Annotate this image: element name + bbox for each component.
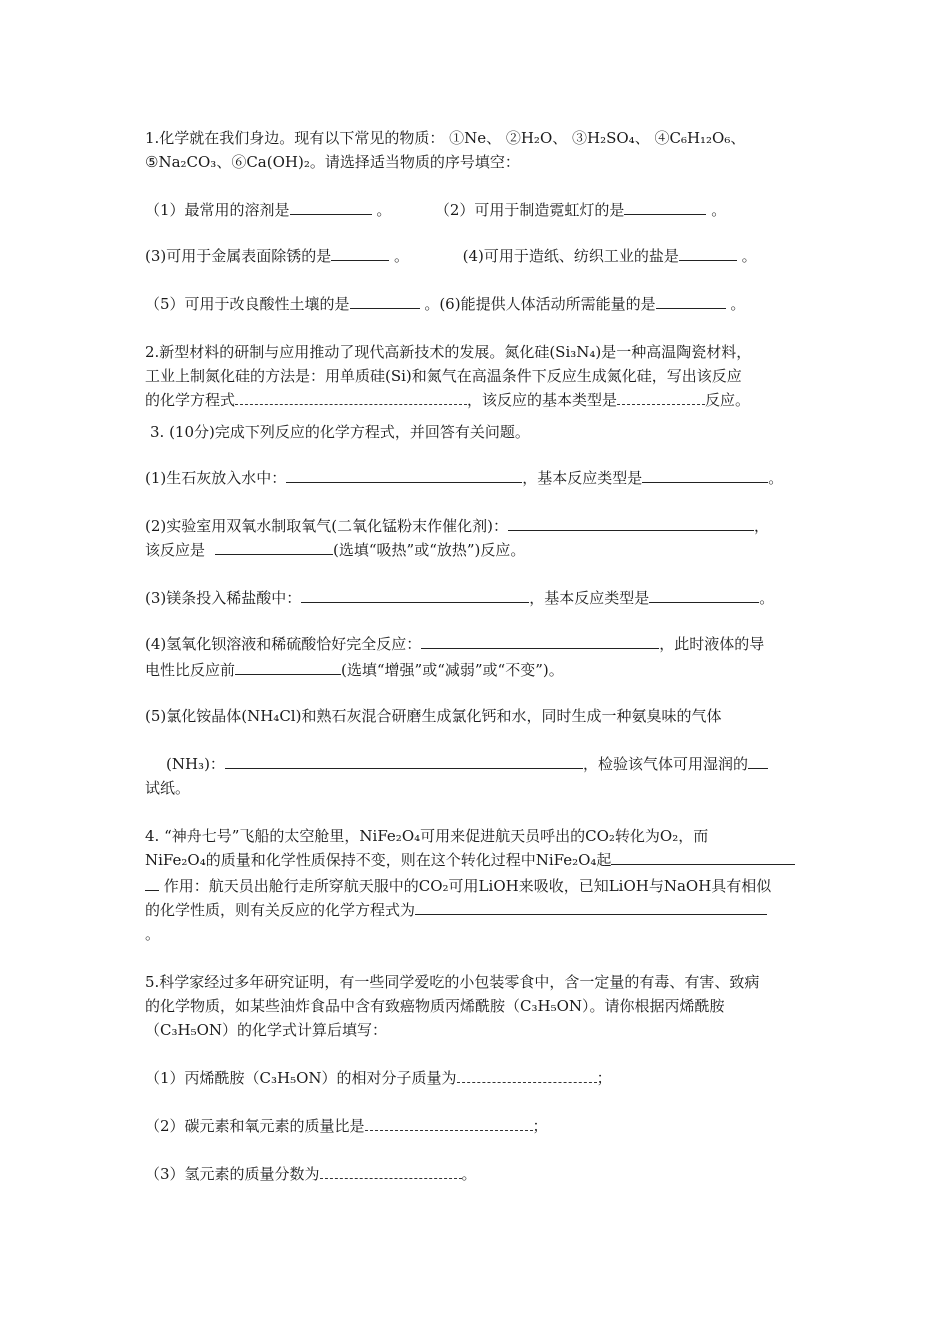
- answer-blank[interactable]: [748, 754, 768, 769]
- q2-line-1: [145, 342, 751, 362]
- punct: ；: [532, 1117, 548, 1135]
- answer-blank[interactable]: [331, 246, 389, 261]
- q1-sub-2-label: （2）可用于制造霓虹灯的是: [434, 201, 625, 219]
- q3-text: (选填“吸热”或“放热”)反应。: [333, 541, 526, 559]
- q5-sub-1: [145, 1068, 612, 1088]
- q1-sub-3-label: (3)可用于金属表面除锈的是: [145, 247, 332, 265]
- q2-text: 工业上制氮化硅的方法是：用单质硅(Si)和氮气在高温条件下反应生成氮化硅，写出该反应: [145, 367, 742, 385]
- q3-part-2-line-2: [145, 540, 525, 560]
- q3-title: [150, 422, 530, 442]
- punct: 。: [706, 201, 727, 219]
- q5-sub-2: [145, 1116, 548, 1136]
- q3-text: (4)氢氧化钡溶液和稀硫酸恰好完全反应：: [145, 635, 422, 653]
- punct: 。: [461, 1165, 477, 1183]
- q1-row-1: [145, 200, 726, 220]
- answer-blank[interactable]: [350, 294, 420, 309]
- q2-text: 的化学方程式: [145, 391, 236, 409]
- q3-text: (选填“增强”或“减弱”或“不变”)。: [341, 661, 564, 679]
- q1-line-2: [145, 152, 520, 172]
- q2-text: ，该反应的基本类型是: [467, 391, 618, 409]
- answer-blank[interactable]: [649, 588, 759, 603]
- q4-line-5: [145, 924, 160, 944]
- punct: 。: [419, 295, 440, 313]
- q3-text: ，基本反应类型是: [529, 589, 650, 607]
- q3-text: ，此时液体的导: [659, 635, 765, 653]
- q4-line-3: [145, 876, 771, 896]
- answer-blank[interactable]: [235, 390, 467, 405]
- q3-part-4-line-2: [145, 660, 564, 680]
- answer-blank[interactable]: [301, 588, 529, 603]
- q5-text: （2）碳元素和氧元素的质量比是: [145, 1117, 365, 1135]
- q4-line-4: [145, 900, 767, 920]
- punct: 。: [145, 925, 161, 943]
- q1-sub-4-label: (4)可用于造纸、纺织工业的盐是: [462, 247, 679, 265]
- answer-blank[interactable]: [679, 246, 737, 261]
- q3-part-4-line-1: [145, 634, 764, 654]
- q1-row-2: [145, 246, 757, 266]
- punct: ；: [596, 1069, 612, 1087]
- q5-line-3: [145, 1020, 387, 1040]
- q3-part-1: [145, 468, 783, 488]
- answer-blank[interactable]: [145, 876, 159, 891]
- q4-text: 4. “神舟七号”飞船的太空舱里，NiFe₂O₄可用来促进航天员呼出的CO₂转化为O₂，而: [145, 827, 709, 845]
- answer-blank[interactable]: [457, 1068, 597, 1083]
- q5-line-2: [145, 996, 725, 1016]
- answer-blank[interactable]: [365, 1116, 533, 1131]
- answer-blank[interactable]: [415, 900, 767, 915]
- q3-part-5-line-2: [166, 754, 768, 774]
- q1-text: 1.化学就在我们身边。现有以下常见的物质： ①Ne、 ②H₂O、 ③H₂SO₄、 ④C₆H₁₂O₆、: [145, 129, 746, 147]
- punct: 。: [736, 247, 757, 265]
- q3-text: (3)镁条投入稀盐酸中：: [145, 589, 302, 607]
- punct: 。: [725, 295, 746, 313]
- q2-line-2: [145, 366, 742, 386]
- answer-blank[interactable]: [421, 634, 659, 649]
- answer-blank[interactable]: [320, 1164, 462, 1179]
- q1-text: ⑤Na₂CO₃、⑥Ca(OH)₂。请选择适当物质的序号填空：: [145, 153, 520, 171]
- answer-blank[interactable]: [286, 468, 522, 483]
- answer-blank[interactable]: [656, 294, 726, 309]
- q1-row-3: [145, 294, 745, 314]
- q3-text: 电性比反应前: [145, 661, 236, 679]
- q2-line-3: [145, 390, 750, 410]
- answer-blank[interactable]: [508, 516, 754, 531]
- q5-text: （3）氢元素的质量分数为: [145, 1165, 320, 1183]
- q5-text: 5.科学家经过多年研究证明，有一些同学爱吃的小包装零食中，含一定量的有毒、有害、致病: [145, 973, 760, 991]
- q2-text: 反应。: [705, 391, 751, 409]
- q3-title-text: 3. (10分)完成下列反应的化学方程式，并回答有关问题。: [150, 423, 530, 441]
- punct: 。: [389, 247, 410, 265]
- q5-text: （C₃H₅ON）的化学式计算后填写：: [145, 1021, 388, 1039]
- answer-blank[interactable]: [611, 850, 795, 865]
- q3-text: (5)氯化铵晶体(NH₄Cl)和熟石灰混合研磨生成氯化钙和水，同时生成一种氨臭味的气体: [145, 707, 722, 725]
- q3-text: ，基本反应类型是: [522, 469, 643, 487]
- q5-line-1: [145, 972, 759, 992]
- answer-blank[interactable]: [617, 390, 705, 405]
- punct: 。: [371, 201, 392, 219]
- q3-text: (2)实验室用双氧水制取氧气(二氧化锰粉末作催化剂)：: [145, 517, 508, 535]
- answer-blank[interactable]: [235, 660, 341, 675]
- q5-sub-3: [145, 1164, 477, 1184]
- q3-text: 该反应是: [145, 541, 206, 559]
- answer-blank[interactable]: [215, 540, 333, 555]
- q3-text: 试纸。: [145, 779, 191, 797]
- q3-part-5-line-1: [145, 706, 721, 726]
- answer-blank[interactable]: [624, 200, 706, 215]
- q3-part-3: [145, 588, 774, 608]
- q1-sub-6-label: (6)能提供人体活动所需能量的是: [439, 295, 656, 313]
- q3-part-5-line-3: [145, 778, 190, 798]
- answer-blank[interactable]: [225, 754, 583, 769]
- q3-part-2-line-1: [145, 516, 769, 536]
- q1-sub-1-label: （1）最常用的溶剂是: [145, 201, 290, 219]
- q4-text: 作用：航天员出舱行走所穿航天服中的CO₂可用LiOH来吸收，已知LiOH与NaOH具有相似: [159, 877, 772, 895]
- punct: 。: [768, 469, 784, 487]
- q5-text: 的化学物质，如某些油炸食品中含有致癌物质丙烯酰胺（C₃H₅ON）。请你根据丙烯酰胺: [145, 997, 725, 1015]
- q2-text: 2.新型材料的研制与应用推动了现代高新技术的发展。氮化硅(Si₃N₄)是一种高温陶瓷材料，: [145, 343, 752, 361]
- q4-text: 的化学性质，则有关反应的化学方程式为: [145, 901, 416, 919]
- q3-text: (1)生石灰放入水中：: [145, 469, 287, 487]
- q1-line-1: [145, 128, 745, 148]
- answer-blank[interactable]: [642, 468, 768, 483]
- q3-text: (NH₃)：: [166, 755, 225, 773]
- q4-line-1: [145, 826, 708, 846]
- q3-text: ，检验该气体可用湿润的: [582, 755, 748, 773]
- q4-line-2: [145, 850, 795, 870]
- answer-blank[interactable]: [290, 200, 372, 215]
- punct: 。: [759, 589, 775, 607]
- q4-text: NiFe₂O₄的质量和化学性质保持不变，则在这个转化过程中NiFe₂O₄起: [145, 851, 612, 869]
- q1-sub-5-label: （5）可用于改良酸性土壤的是: [145, 295, 350, 313]
- q5-text: （1）丙烯酰胺（C₃H₅ON）的相对分子质量为: [145, 1069, 457, 1087]
- punct: ，: [753, 517, 769, 535]
